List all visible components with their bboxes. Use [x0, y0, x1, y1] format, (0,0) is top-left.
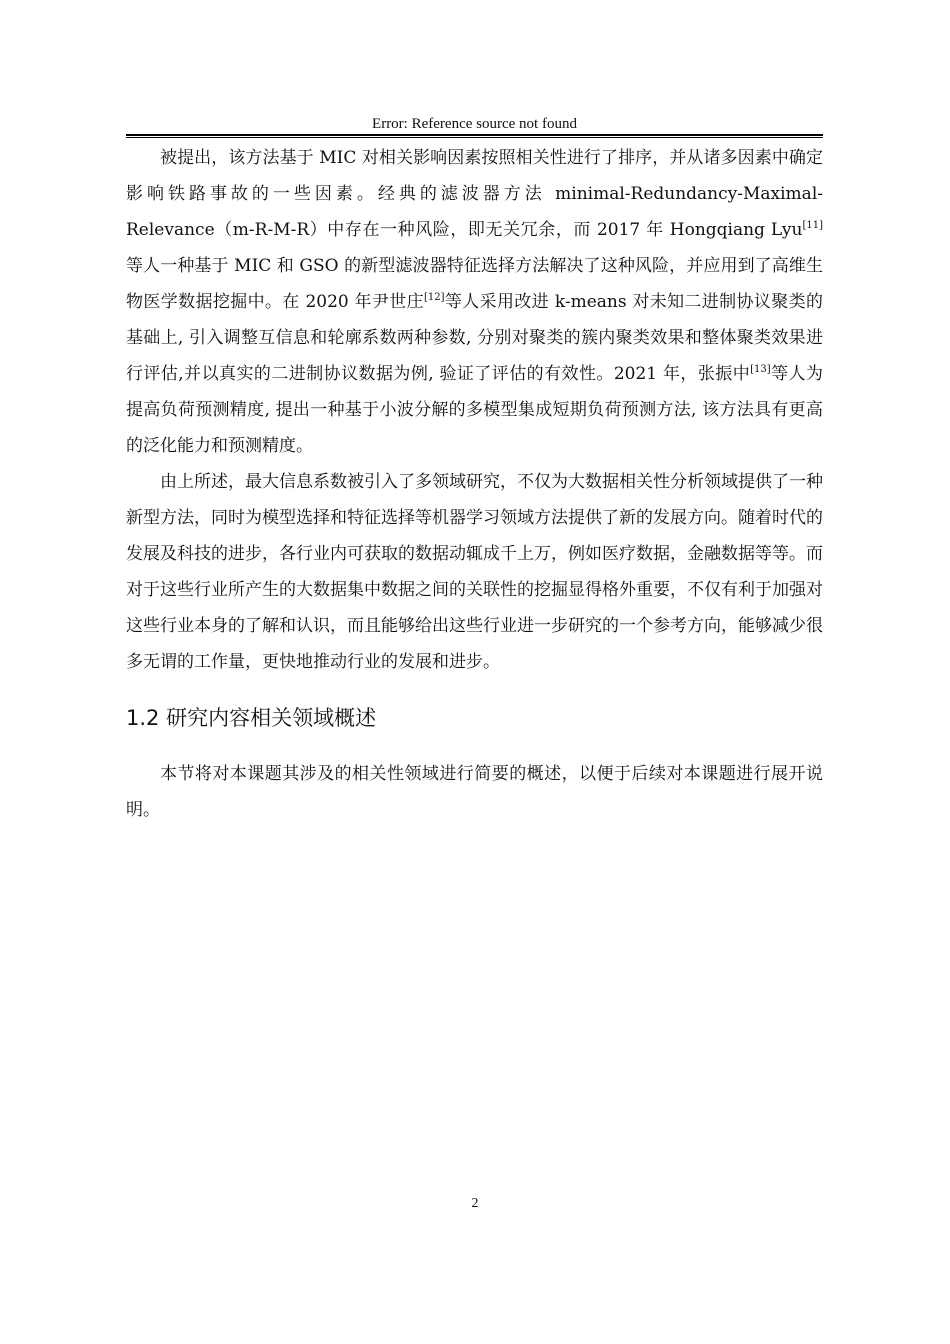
paragraph-1: [126, 140, 823, 464]
paragraph-1-part-c: 等人采用改进 k-means 对未知二进制协议聚类的基础上, 引入调整互信息和轮廓系数两种参数, 分别对聚类的簇内聚类效果和整体聚类效果进行评估,并以真实的二进制协议数据为例, 验证了评估的有效性。2021 年，张振中: [126, 292, 823, 384]
paragraph-1-part-d: 等人为提高负荷预测精度, 提出一种基于小波分解的多模型集成短期负荷预测方法, 该方法具有更高的泛化能力和预测精度。: [126, 364, 823, 456]
header-rule-thin: [126, 137, 823, 138]
citation-11: [11]: [802, 220, 823, 231]
paragraph-2: 由上所述，最大信息系数被引入了多领域研究，不仅为大数据相关性分析领域提供了一种新型方法，同时为模型选择和特征选择等机器学习领域方法提供了新的发展方向。随着时代的发展及科技的进步，各行业内可获取的数据动辄成千上万，例如医疗数据，金融数据等等。而对于这些行业所产生的大数据集中数据之间的关联性的挖掘显得格外重要，不仅有利于加强对这些行业本身的了解和认识，而且能够给出这些行业进一步研究的一个参考方向，能够减少很多无谓的工作量，更快地推动行业的发展和进步。: [126, 472, 823, 672]
header-rule-thick: [126, 134, 823, 136]
running-header: Error: Reference source not found: [372, 116, 577, 132]
section-heading: 1.2 研究内容相关领域概述: [126, 706, 377, 730]
page-number: 2: [471, 1196, 479, 1211]
paragraph-3: 本节将对本课题其涉及的相关性领域进行简要的概述，以便于后续对本课题进行展开说明。: [126, 764, 823, 820]
citation-12: [12]: [423, 292, 445, 303]
citation-13: [13]: [750, 364, 771, 375]
paragraph-1-part-a: 被提出，该方法基于 MIC 对相关影响因素按照相关性进行了排序，并从诸多因素中确定影响铁路事故的一些因素。经典的滤波器方法 minimal-Redundancy-Maximal-Relevance（m-R-M-R）中存在一种风险，即无关冗余，而 2017 年 Hongqiang Lyu: [126, 148, 823, 240]
body-text: [126, 140, 823, 828]
paragraph-1-part-b: 等人一种基于 MIC 和 GSO 的新型滤波器特征选择方法解决了这种风险，并应用到了高维生物医学数据挖掘中。在 2020 年尹世庄: [126, 256, 823, 312]
